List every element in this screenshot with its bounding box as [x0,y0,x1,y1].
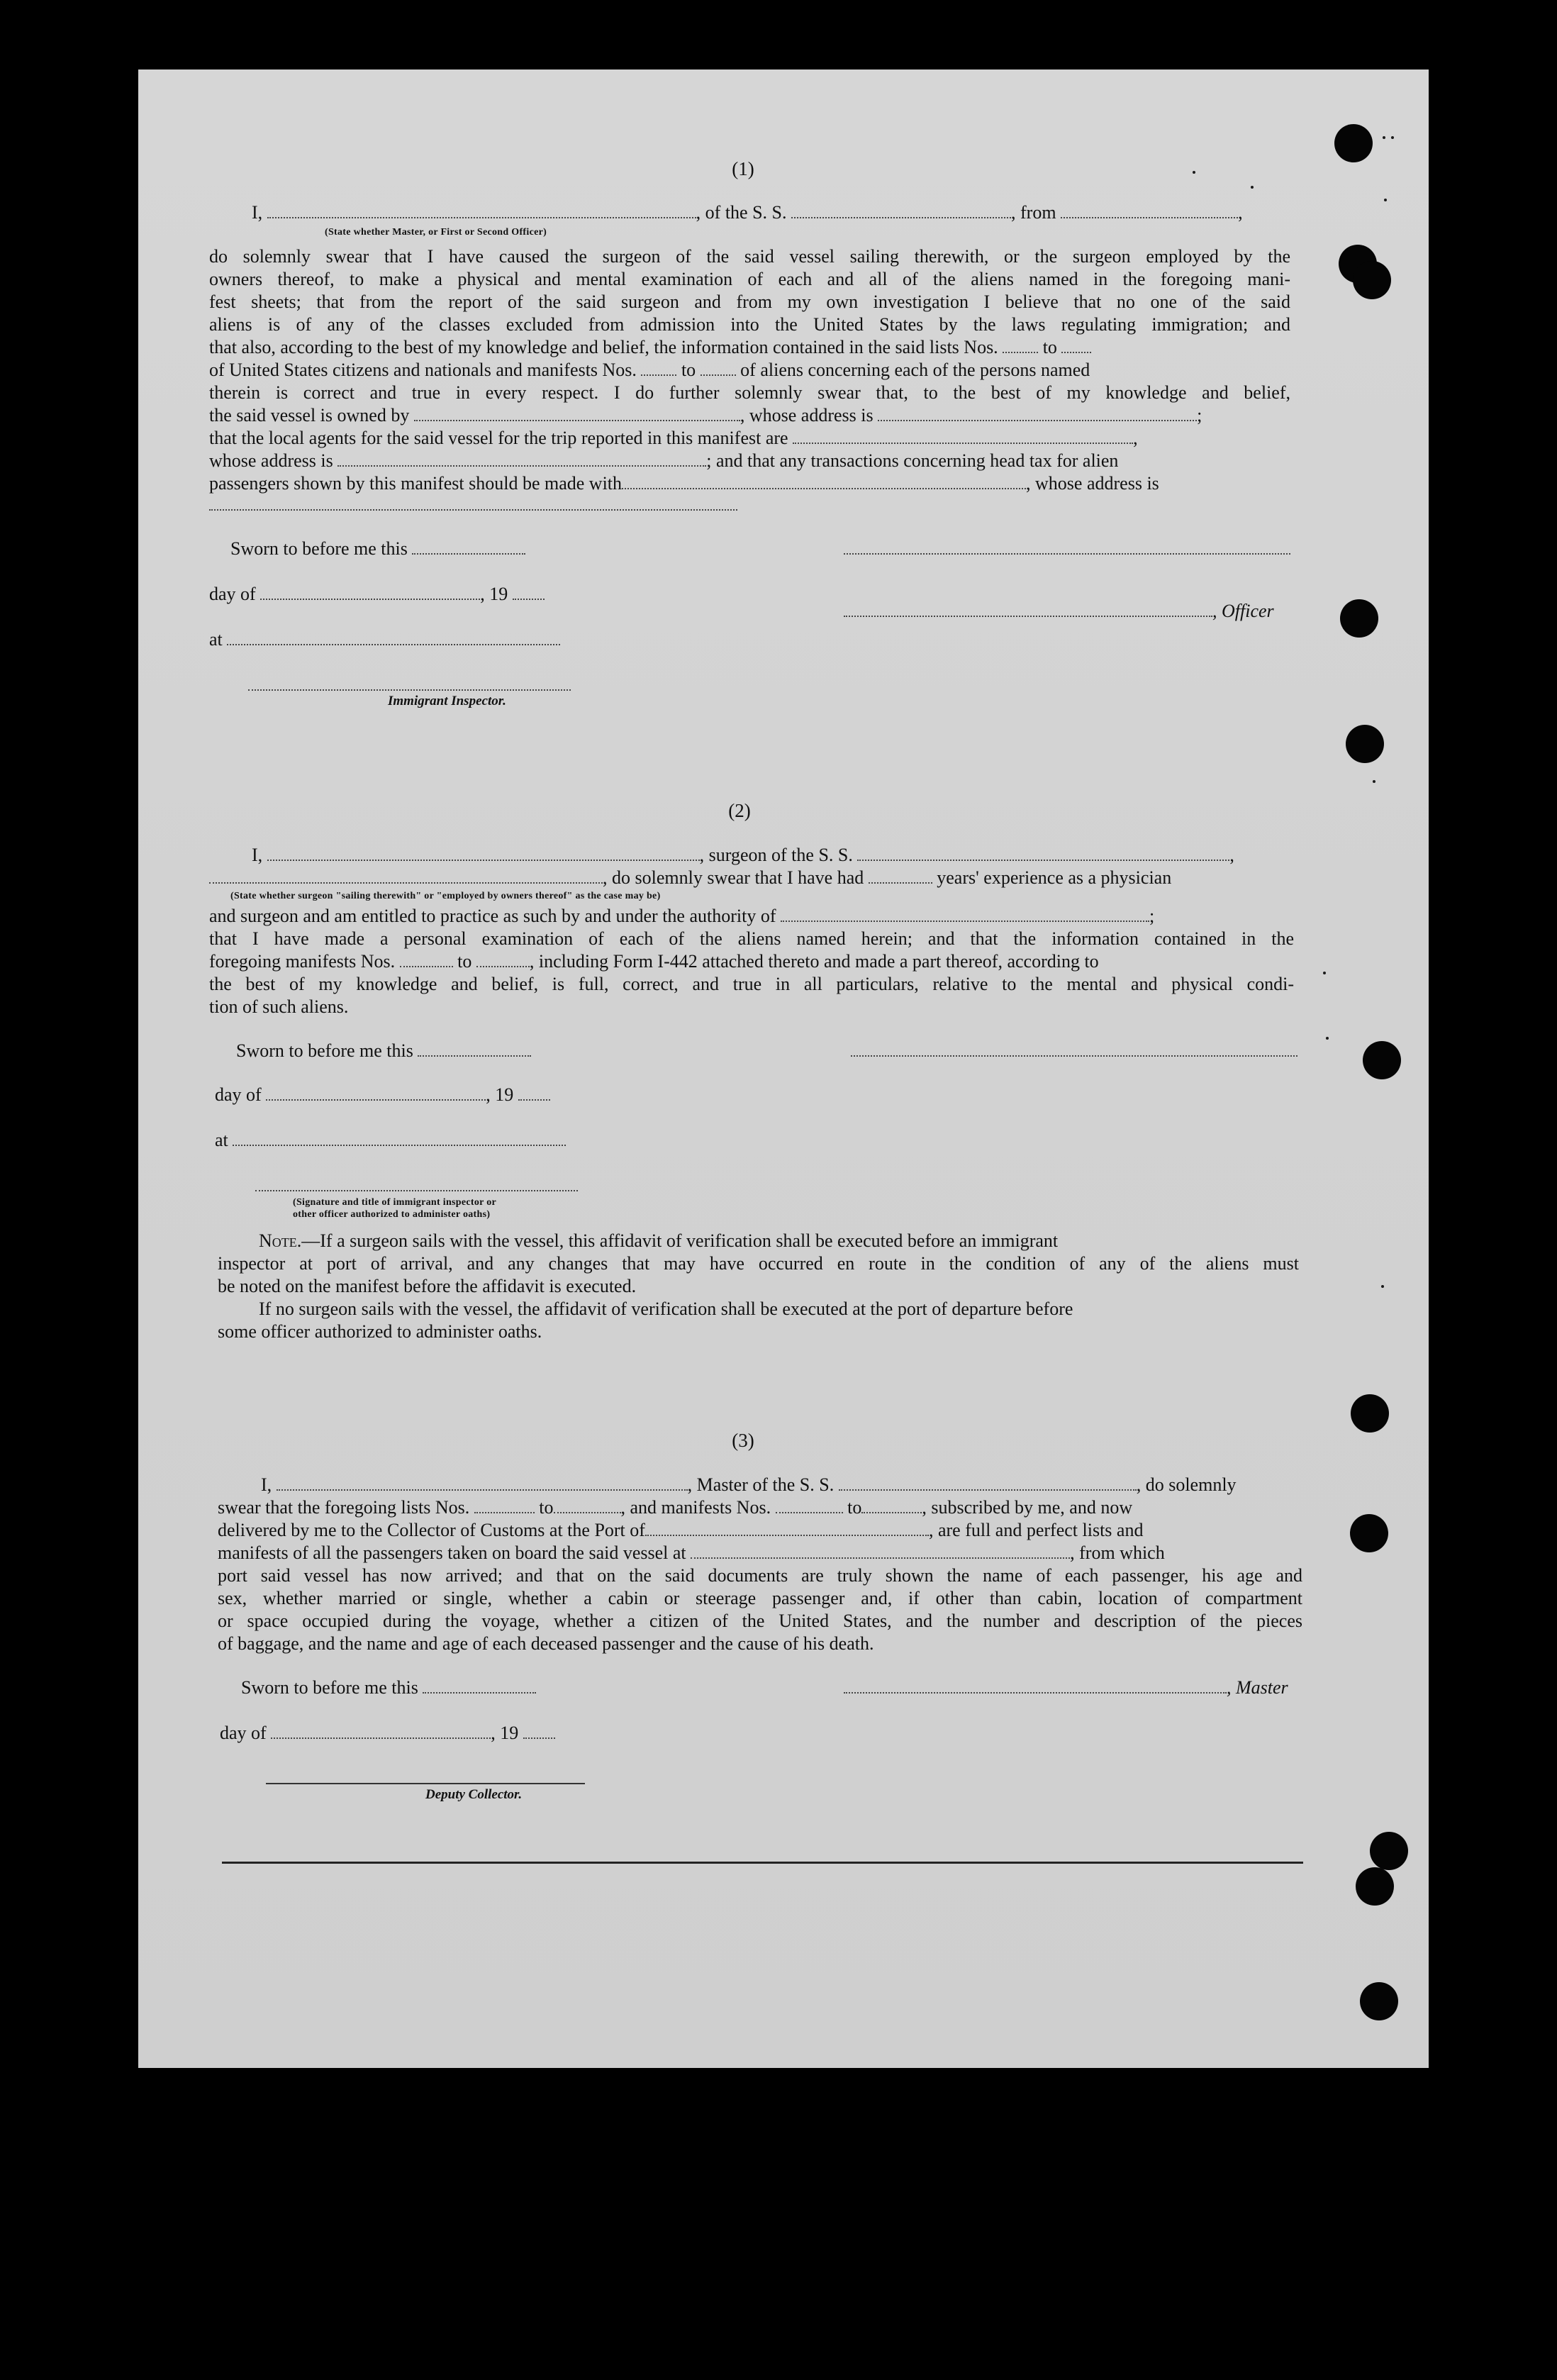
punch-hole [1356,1867,1394,1906]
punch-hole [1351,1394,1389,1433]
punch-hole [1353,261,1391,299]
sec1-para-line6: of United States citizens and nationals and manifests Nos. to of aliens concerning each of the persons named [209,360,1090,380]
sec1-para-line1: do solemnly swear that I have caused the surgeon of the said vessel sailing therewith, or the surgeon employed by the [209,246,1290,267]
sec1-para-line2: owners thereof, to make a physical and mental examination of each and all of the aliens named in the foregoing mani- [209,269,1290,289]
speck [1323,972,1326,974]
sec2-surgeon-note: (State whether surgeon "sailing therewith" or "employed by owners thereof" as the case may be) [230,891,661,901]
section-3-number: (3) [732,1430,754,1451]
speck [1383,136,1385,139]
sec3-line7: or space occupied during the voyage, whether a citizen of the United States, and the number and description of the pieces [218,1611,1302,1631]
sec1-at: at [209,628,560,651]
sec3-line8: of baggage, and the name and age of each deceased passenger and the cause of his death. [218,1633,874,1654]
sec2-line4: that I have made a personal examination of each of the aliens named herein; and that the information contained in the [209,928,1294,949]
punch-hole [1360,1982,1398,2020]
sec2-signature-line [851,1055,1298,1057]
sec1-officer-note: (State whether Master, or First or Second Officer) [325,227,547,238]
sec1-para-line9: that the local agents for the said vessel for the trip reported in this manifest are , [209,428,1138,448]
sec1-signature-line [844,553,1290,555]
sec3-line5: port said vessel has now arrived; and that on the said documents are truly shown the name of each passenger, his age and [218,1565,1302,1586]
sec3-master: , Master [844,1676,1288,1699]
sec1-inspector-caption: Immigrant Inspector. [388,694,506,708]
sec3-line4: manifests of all the passengers taken on board the said vessel at , from which [218,1542,1165,1563]
sec2-line6: the best of my knowledge and belief, is full, correct, and true in all particulars, relative to the mental and physical condi- [209,974,1294,994]
speck [1251,186,1254,189]
sec2-dayof: day of , 19 [215,1084,550,1106]
speck [1381,1285,1384,1288]
sec1-para-line4: aliens is of any of the classes excluded from admission into the United States by the laws regulating immigration; and [209,314,1290,335]
sec2-note-line4: If no surgeon sails with the vessel, the affidavit of verification shall be executed at the port of departure before [259,1299,1073,1319]
sec2-line7: tion of such aliens. [209,996,349,1017]
sec2-note-line2: inspector at port of arrival, and any changes that may have occurred en route in the condition of any of the aliens must [218,1253,1299,1274]
sec1-sworn: Sworn to before me this [230,538,525,560]
sec1-para-line5: that also, according to the best of my knowledge and belief, the information contained in the said lists Nos. to [209,336,1091,359]
punch-hole [1340,599,1378,638]
sec2-at: at [215,1129,566,1152]
sec2-note-line5: some officer authorized to administer oaths. [218,1321,542,1342]
sec3-collector-caption: Deputy Collector. [425,1787,523,1802]
speck [1193,171,1195,174]
sec2-note-line3: be noted on the manifest before the affidavit is executed. [218,1276,637,1296]
form-page [138,69,1429,2068]
sec2-sig-note-1: (Signature and title of immigrant inspector or [293,1197,497,1208]
punch-hole [1334,124,1373,162]
sec1-dayof: day of , 19 [209,583,545,606]
sec1-para-line10: whose address is ; and that any transactions concerning head tax for alien [209,450,1119,471]
sec1-para-line11: passengers shown by this manifest should be made with , whose address is [209,473,1159,494]
sec3-line3: delivered by me to the Collector of Customs at the Port of , are full and perfect lists and [218,1520,1144,1540]
punch-hole [1346,725,1384,763]
sec2-sworn: Sworn to before me this [236,1040,531,1062]
sec1-para-line8: the said vessel is owned by , whose address is ; [209,405,1202,426]
sec3-sworn: Sworn to before me this [241,1676,536,1699]
section-2-number: (2) [728,800,751,821]
punch-hole [1363,1041,1401,1079]
speck [1391,136,1394,139]
sec3-line1: I, , Master of the S. S. , do solemnly [261,1474,1237,1495]
speck [1326,1037,1329,1040]
sec3-dayof: day of , 19 [220,1722,555,1745]
speck [1384,199,1387,201]
sec1-officer: , Officer [844,600,1274,623]
speck [1373,780,1375,783]
punch-hole [1370,1832,1408,1870]
section-1-number: (1) [732,158,754,179]
bottom-rule [222,1862,1303,1864]
sec1-inspector-line [248,689,571,691]
sec3-collector-line [266,1783,585,1784]
sec2-inspector-line [255,1190,578,1191]
sec1-line1: I, , of the S. S. , from , [252,202,1243,223]
sec3-line2: swear that the foregoing lists Nos. to , and manifests Nos. to , subscribed by me, and now [218,1497,1133,1518]
punch-hole [1350,1514,1388,1552]
sec1-para-line7: therein is correct and true in every respect. I do further solemnly swear that, to the best of my knowledge and belief, [209,382,1290,403]
sec1-address-line [209,509,737,511]
sec3-line6: sex, whether married or single, whether a cabin or steerage passenger and, if other than cabin, location of compartment [218,1588,1302,1608]
sec2-line1: I, , surgeon of the S. S. , [252,845,1234,865]
sec2-line3: and surgeon and am entitled to practice as such by and under the authority of ; [209,906,1155,926]
sec2-line2: , do solemnly swear that I have had years' experience as a physician [209,867,1171,889]
sec2-note-line1: Note.—If a surgeon sails with the vessel, this affidavit of verification shall be executed before an immigrant [259,1230,1059,1251]
sec2-sig-note-2: other officer authorized to administer oaths) [293,1209,491,1220]
sec2-line5: foregoing manifests Nos. to , including Form I-442 attached thereto and made a part thereof, according to [209,951,1099,972]
sec1-para-line3: fest sheets; that from the report of the said surgeon and from my own investigation I believe that no one of the said [209,291,1290,312]
